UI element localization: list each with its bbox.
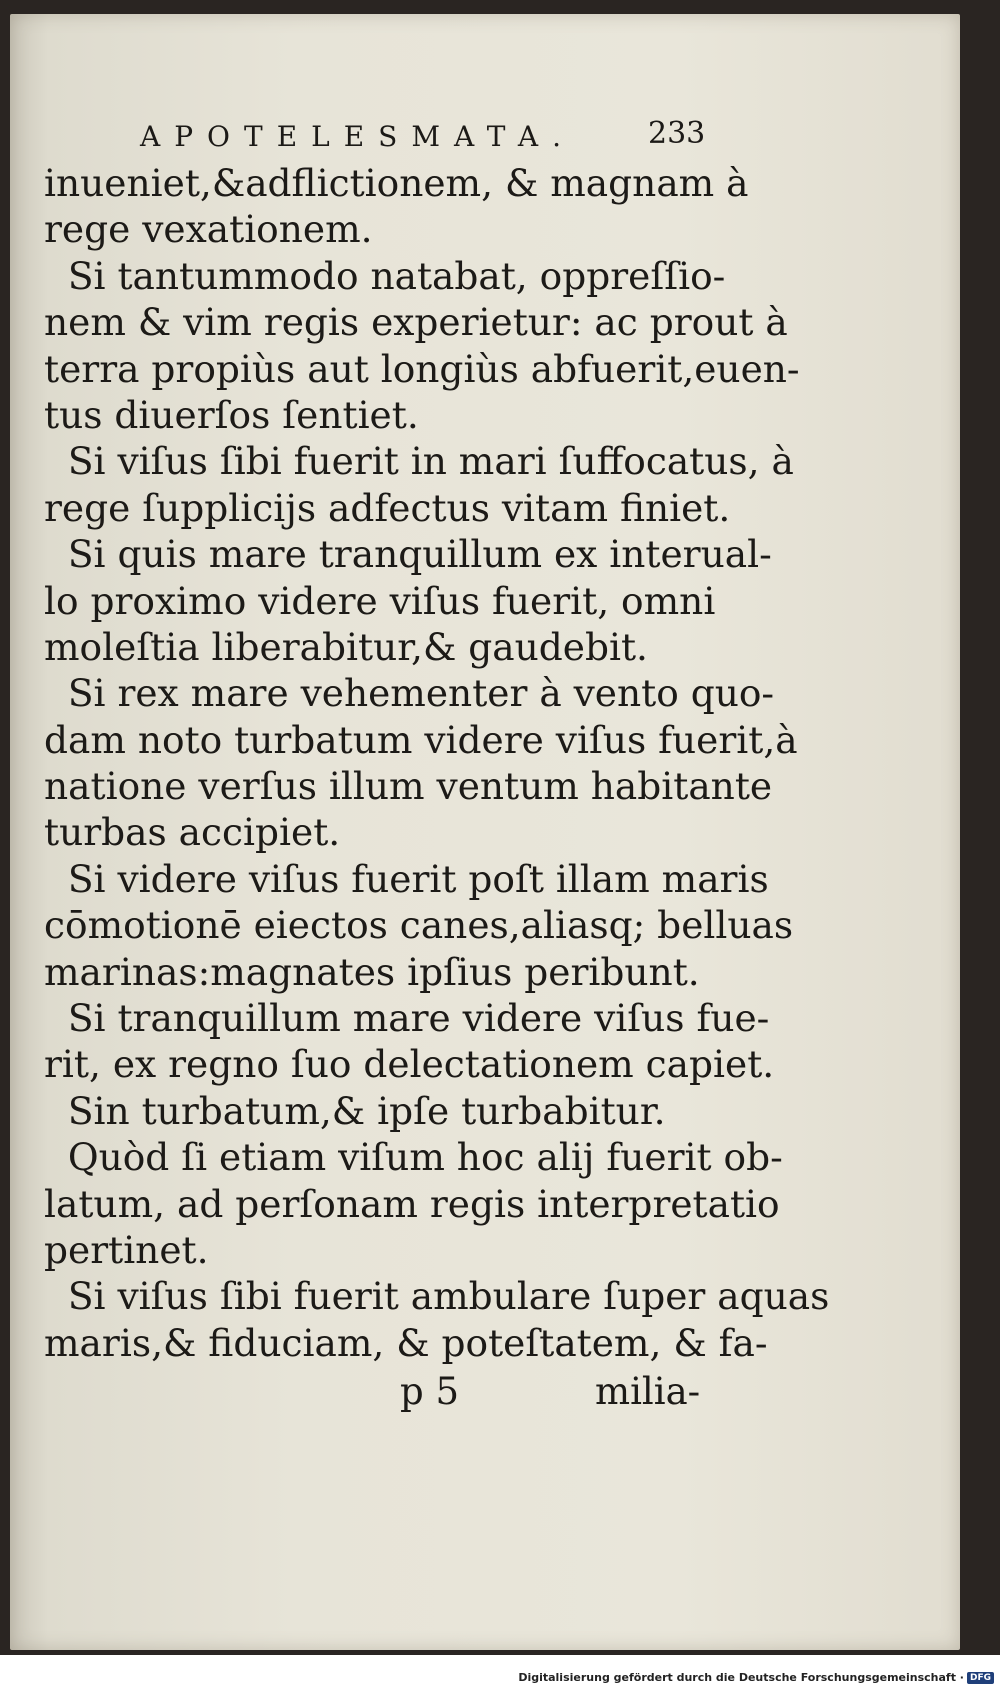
text-line: pertinet. bbox=[44, 1227, 209, 1272]
text-line: natione verſus illum ventum habitante bbox=[44, 764, 773, 809]
text-line: nem & vim regis experietur: ac prout à bbox=[44, 300, 788, 345]
digitization-footer bbox=[518, 1671, 994, 1684]
text-line: Quòd ſi etiam viſum hoc alij fuerit ob- bbox=[44, 1135, 783, 1180]
catchword: milia- bbox=[595, 1370, 701, 1413]
dfg-logo-icon: DFG bbox=[967, 1672, 994, 1684]
text-line: Si quis mare tranquillum ex interual- bbox=[44, 532, 772, 577]
text-line: Sin turbatum,& ipſe turbabitur. bbox=[44, 1088, 666, 1133]
text-line: maris,& fiduciam, & poteſtatem, & fa- bbox=[44, 1320, 768, 1365]
text-line: terra propiùs aut longiùs abfuerit,euen- bbox=[44, 346, 800, 391]
text-line: moleſtia liberabitur,& gaudebit. bbox=[44, 624, 648, 669]
text-line: Si tranquillum mare videre viſus fue- bbox=[44, 996, 770, 1041]
text-line: turbas accipiet. bbox=[44, 810, 341, 855]
text-line: rege vexationem. bbox=[44, 207, 373, 252]
text-line: latum, ad perſonam regis interpretatio bbox=[44, 1181, 780, 1226]
body-text bbox=[44, 160, 830, 1366]
text-line: inueniet,&adflictionem, & magnam à bbox=[44, 161, 749, 205]
footer-text: Digitalisierung gefördert durch die Deutsche Forschungsgemeinschaft · bbox=[518, 1671, 964, 1684]
text-line: Si rex mare vehementer à vento quo- bbox=[44, 671, 775, 716]
text-line: Si videre viſus fuerit poſt illam maris bbox=[44, 856, 769, 901]
text-line: cōmotionē eiectos canes,aliasq; belluas bbox=[44, 903, 794, 948]
text-line: tus diuerſos ſentiet. bbox=[44, 392, 419, 437]
text-line: lo proximo videre viſus fuerit, omni bbox=[44, 578, 716, 623]
text-line: rit, ex regno ſuo delectationem capiet. bbox=[44, 1042, 775, 1087]
text-line: Si viſus ſibi fuerit ambulare ſuper aquas bbox=[44, 1274, 830, 1319]
text-line: dam noto turbatum videre viſus fuerit,à bbox=[44, 717, 798, 762]
text-line: marinas:magnates ipſius peribunt. bbox=[44, 949, 700, 994]
text-line: rege ſupplicijs adfectus vitam finiet. bbox=[44, 485, 731, 530]
text-line: Si viſus ſibi fuerit in mari ſuffocatus, à bbox=[44, 439, 794, 484]
text-line: Si tantummodo natabat, oppreſſio- bbox=[44, 253, 726, 298]
page-number: 233 bbox=[648, 116, 706, 151]
signature-mark: p 5 bbox=[400, 1370, 459, 1413]
running-head: APOTELESMATA. bbox=[140, 120, 575, 153]
